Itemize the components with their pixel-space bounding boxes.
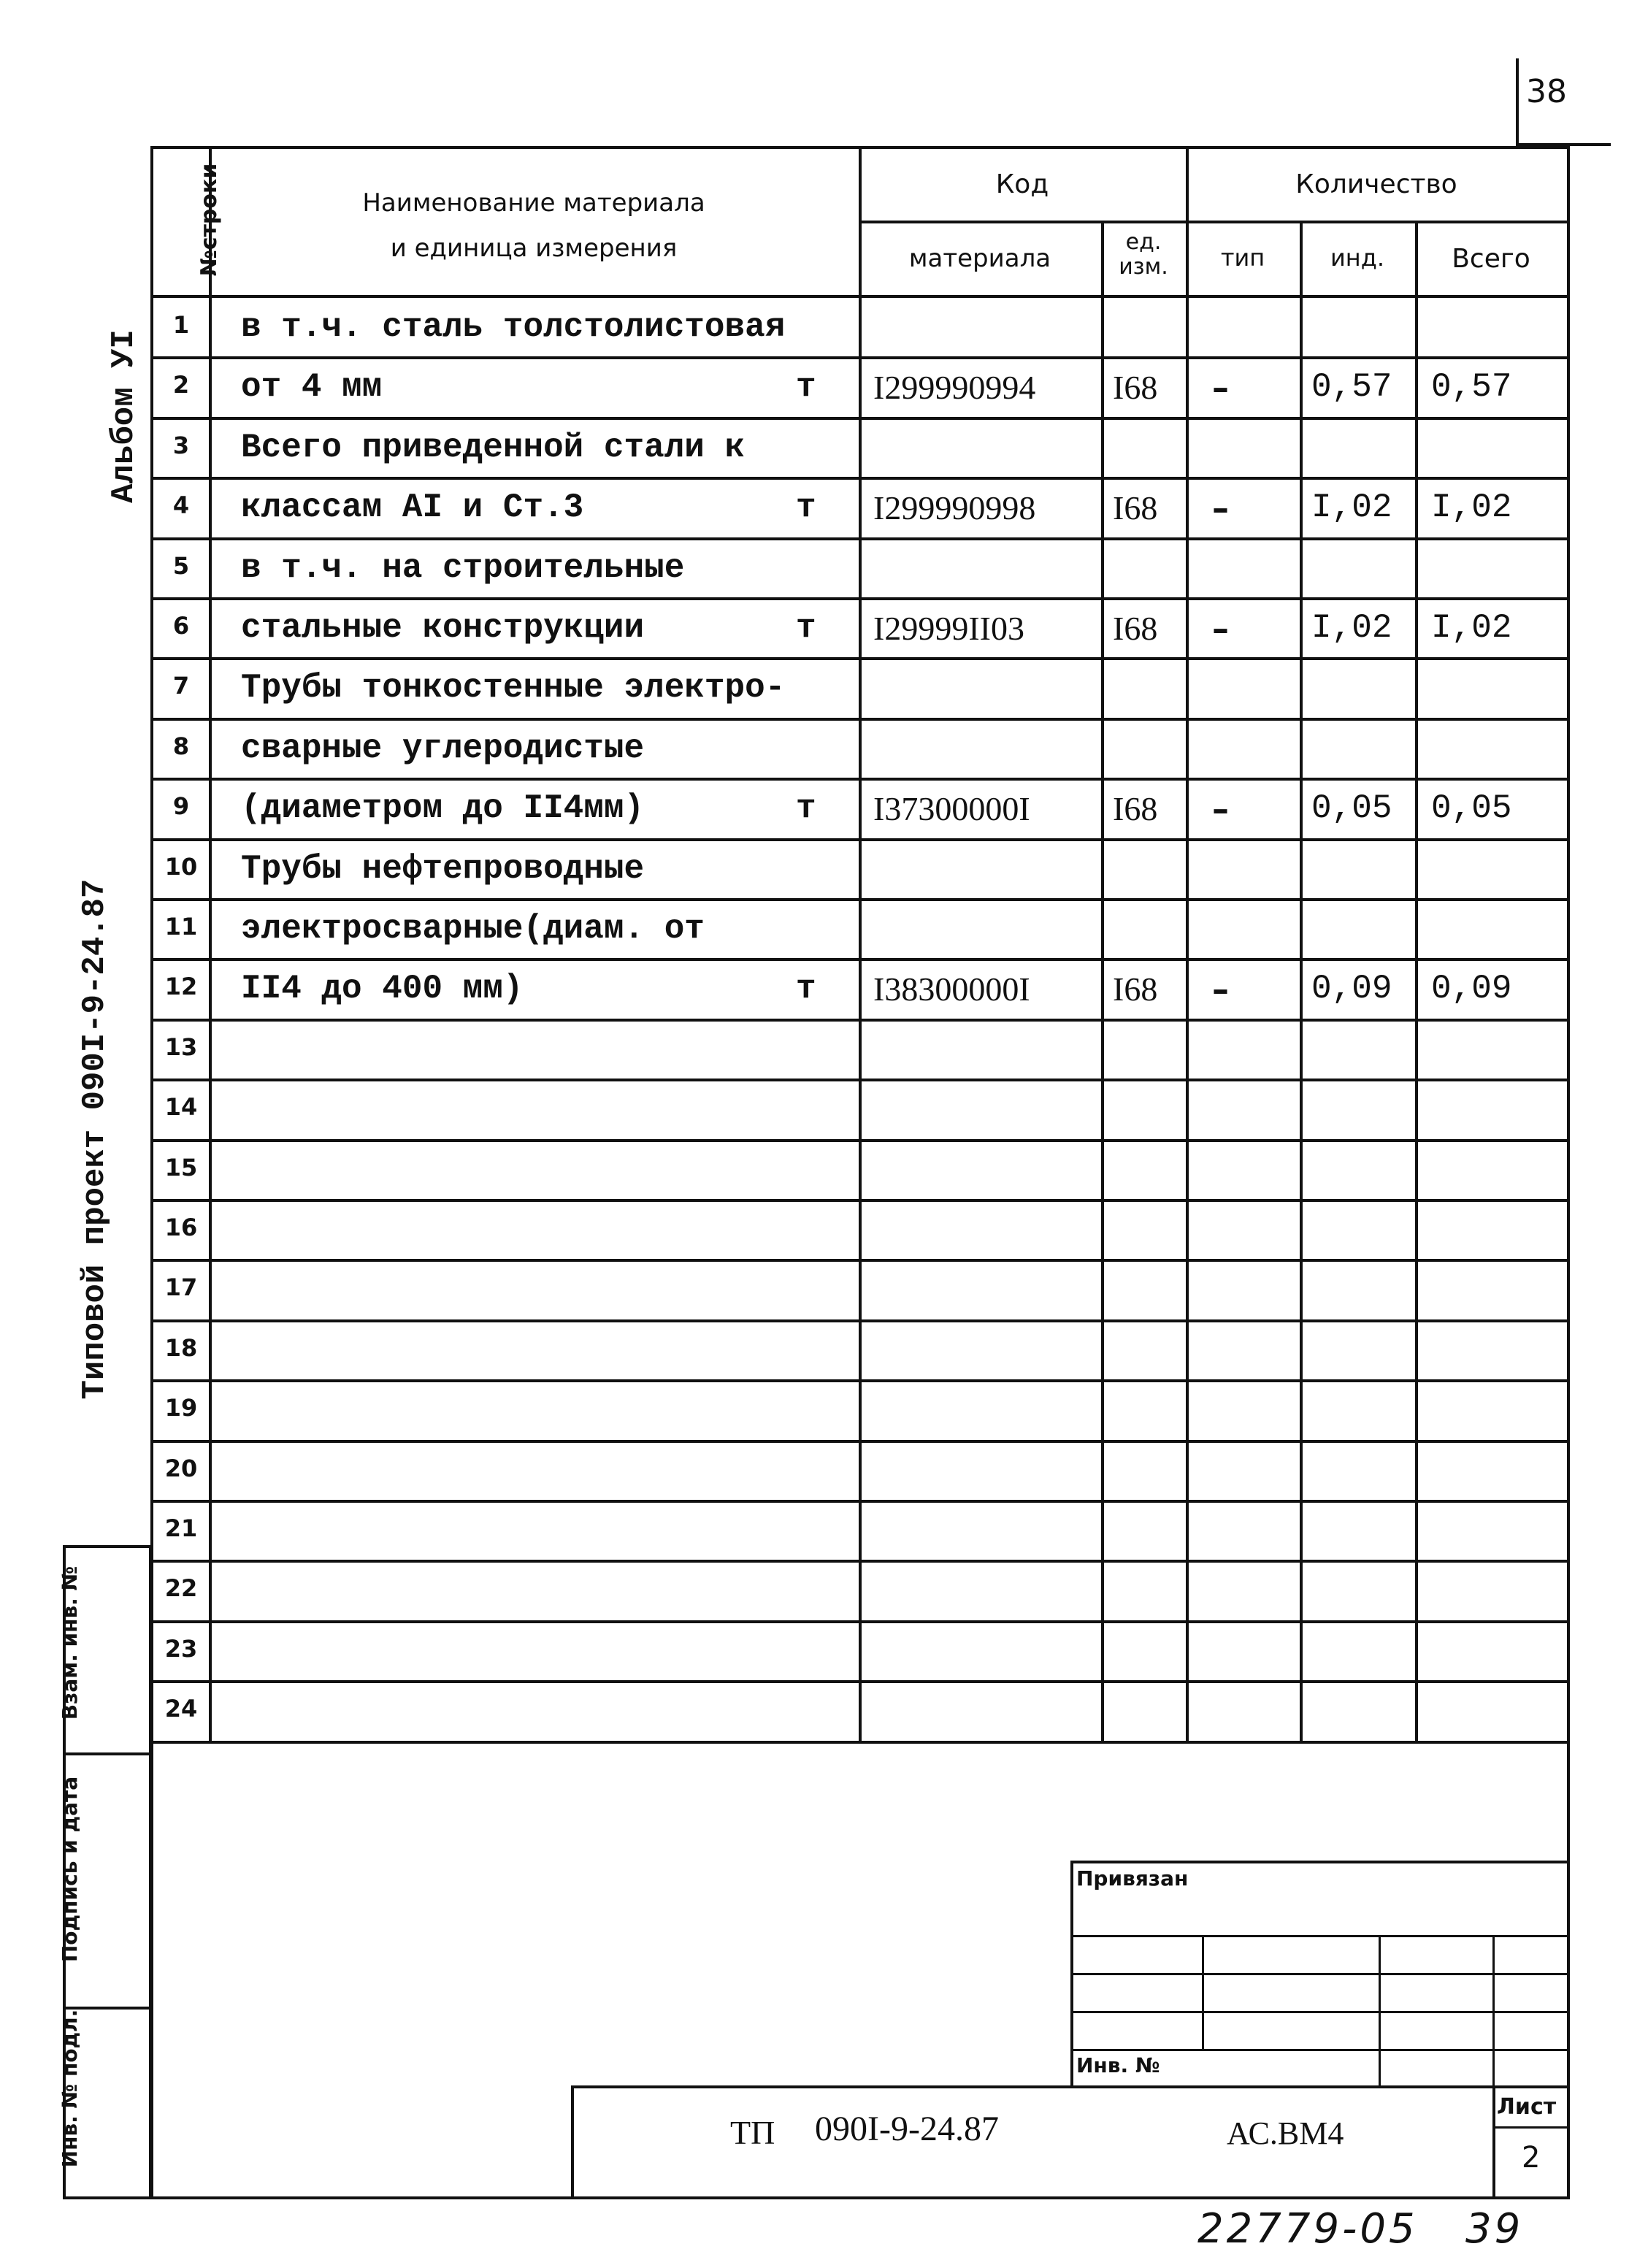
title-number: 090I-9-24.87 [815, 2110, 999, 2148]
page-number: 38 [1526, 73, 1567, 110]
qty-total: I,02 [1431, 609, 1512, 647]
row-number: 1 [172, 311, 190, 339]
unit-code: I68 [1113, 369, 1158, 406]
row-number: 18 [164, 1334, 198, 1362]
material-name: (диаметром до II4мм) [241, 789, 645, 827]
album-caption: Альбом УI [106, 329, 142, 503]
header-quantity: Количество [1295, 169, 1457, 199]
row-number: 13 [164, 1033, 198, 1061]
title-doc: АС.ВМ4 [1227, 2115, 1344, 2151]
inv-podl-label: Инв. № подл. [58, 2009, 82, 2168]
header-total: Всего [1452, 244, 1530, 274]
unit-symbol: т [796, 489, 816, 526]
material-code: I299990994 [873, 369, 1036, 406]
header-name-2: и единица измерения [390, 234, 678, 263]
material-name: электросварные(диам. от [241, 910, 705, 948]
row-number: 22 [164, 1574, 198, 1602]
row-number: 7 [172, 672, 190, 700]
footer-number: 22779-05 39 [1197, 2205, 1524, 2253]
header-name-1: Наименование материала [362, 188, 705, 218]
podpis-label: Подпись и дата [58, 1776, 82, 1963]
vzam-inv-label: Взам. инв. № [58, 1566, 82, 1720]
sheet-label: Лист [1497, 2094, 1557, 2120]
qty-total: 0,05 [1431, 789, 1512, 827]
row-number: 5 [172, 552, 190, 580]
material-name: Всего приведенной стали к [241, 429, 746, 467]
material-name: сварные углеродистые [241, 729, 645, 767]
row-number: 20 [164, 1455, 198, 1482]
row-number: 9 [172, 792, 190, 820]
qty-ind: I,02 [1311, 489, 1392, 526]
title-tp: ТП [730, 2114, 775, 2151]
qty-ind: 0,05 [1311, 789, 1392, 827]
qty-type: – [1212, 609, 1229, 648]
material-name: II4 до 400 мм) [241, 970, 524, 1008]
unit-symbol: т [796, 609, 816, 647]
header-material: материала [908, 244, 1051, 273]
unit-symbol: т [796, 789, 816, 827]
qty-ind: 0,57 [1311, 368, 1392, 406]
qty-ind: 0,09 [1311, 970, 1392, 1008]
row-number: 24 [164, 1695, 198, 1723]
row-number: 23 [164, 1635, 198, 1663]
qty-total: I,02 [1431, 489, 1512, 526]
material-name: Трубы тонкостенные электро- [241, 669, 786, 707]
inv-no-label: Инв. № [1076, 2053, 1160, 2077]
unit-code: I68 [1113, 610, 1158, 647]
row-number: 15 [164, 1154, 198, 1181]
material-code: I38300000I [873, 970, 1030, 1008]
unit-symbol: т [796, 970, 816, 1008]
material-code: I29999II03 [873, 610, 1024, 647]
header-unit-2: изм. [1119, 254, 1168, 280]
qty-type: – [1212, 970, 1229, 1009]
qty-ind: I,02 [1311, 609, 1392, 647]
material-name: от 4 мм [241, 368, 383, 406]
material-name: в т.ч. сталь толстолистовая [241, 308, 786, 346]
header-type: тип [1220, 244, 1265, 272]
row-number: 6 [172, 612, 190, 640]
qty-type: – [1212, 489, 1229, 528]
qty-total: 0,09 [1431, 970, 1512, 1008]
qty-type: – [1212, 789, 1229, 829]
row-number: 8 [172, 732, 190, 760]
material-name: в т.ч. на строительные [241, 549, 685, 587]
row-number: 4 [172, 491, 190, 519]
header-unit-1: ед. [1125, 229, 1162, 255]
row-number: 17 [164, 1273, 198, 1301]
unit-code: I68 [1113, 970, 1158, 1008]
row-number: 16 [164, 1214, 198, 1241]
sheet-number: 2 [1522, 2141, 1541, 2175]
material-name: Трубы нефтепроводные [241, 850, 645, 888]
material-name: стальные конструкции [241, 609, 645, 647]
header-code: Код [995, 169, 1049, 199]
material-code: I299990998 [873, 489, 1036, 526]
row-number: 3 [172, 432, 190, 459]
qty-type: – [1212, 368, 1229, 407]
row-number: 21 [164, 1514, 198, 1542]
material-code: I37300000I [873, 790, 1030, 827]
project-caption: Типовой проект 090I-9-24.87 [77, 878, 113, 1400]
row-number: 2 [172, 371, 190, 399]
header-row-no: №строки [196, 163, 222, 277]
qty-total: 0,57 [1431, 368, 1512, 406]
material-name: классам АI и Ст.3 [241, 489, 584, 526]
unit-code: I68 [1113, 489, 1158, 526]
row-number: 11 [164, 913, 198, 940]
unit-code: I68 [1113, 790, 1158, 827]
unit-symbol: т [796, 368, 816, 406]
privyazan-label: Привязан [1076, 1866, 1189, 1890]
header-ind: инд. [1330, 244, 1384, 272]
row-number: 14 [164, 1093, 198, 1121]
row-number: 10 [164, 853, 198, 881]
row-number: 12 [164, 973, 198, 1000]
row-number: 19 [164, 1394, 198, 1422]
